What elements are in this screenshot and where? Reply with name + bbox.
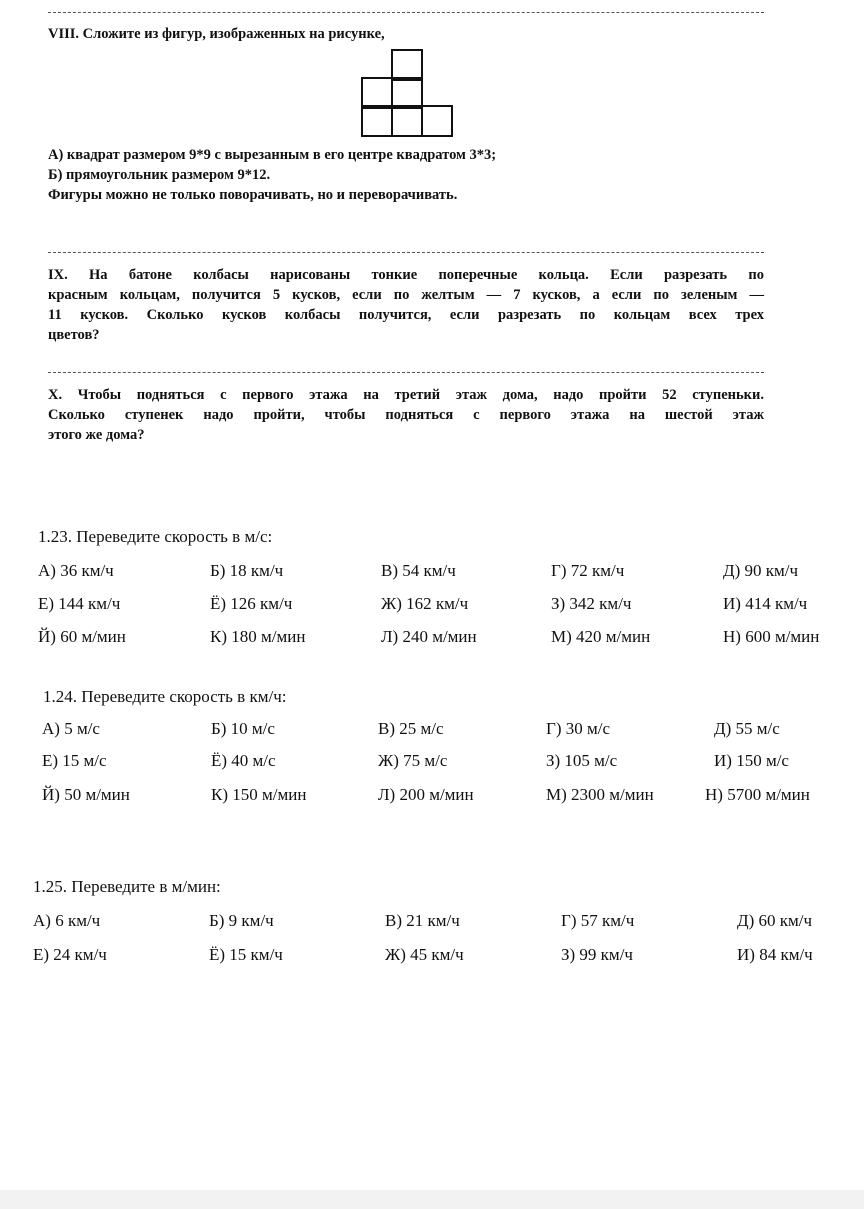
task-9-line-3: 11 кусков. Сколько кусков колбасы получится, если разрезать по кольцам всех трех [48,307,764,323]
list-item: Г) 30 м/с [546,719,611,738]
list-item: Е) 15 м/с [42,751,107,770]
separator-line [48,12,764,13]
exercise-1-24-row [0,751,864,775]
list-item: Ж) 45 км/ч [385,945,464,964]
exercise-1-23-row [0,594,864,618]
task-10-line-1: X. Чтобы подняться с первого этажа на третий этаж дома, надо пройти 52 ступеньки. [48,387,764,403]
list-item: И) 150 м/с [714,751,789,770]
exercise-1-23-row [0,627,864,651]
list-item: З) 105 м/с [546,751,618,770]
list-item: Д) 60 км/ч [737,911,813,930]
list-item: А) 5 м/с [42,719,100,738]
task-9-line-2: красным кольцам, получится 5 кусков, если по желтым — 7 кусков, а если по зеленым — [48,287,764,303]
task-9-line-1: IX. На батоне колбасы нарисованы тонкие поперечные кольца. Если разрезать по [48,267,764,283]
list-item: В) 25 м/с [378,719,444,738]
list-item: Л) 200 м/мин [378,785,474,804]
list-item: Е) 24 км/ч [33,945,107,964]
list-item: Й) 60 м/мин [38,627,126,646]
page-bottom-strip [0,1190,864,1209]
list-item: Г) 57 км/ч [561,911,635,930]
list-item: И) 84 км/ч [737,945,813,964]
task-9 [48,265,764,345]
exercise-1-24-heading: 1.24. Переведите скорость в км/ч: [43,687,287,706]
list-item: Д) 55 м/с [714,719,780,738]
task-8-title: VIII. Сложите из фигур, изображенных на рисунке, [48,26,385,42]
list-item: Ё) 126 км/ч [210,594,293,613]
exercise-1-25-heading: 1.25. Переведите в м/мин: [33,877,221,896]
list-item: Н) 5700 м/мин [705,785,810,804]
list-item: М) 420 м/мин [551,627,651,646]
list-item: Б) 9 км/ч [209,911,274,930]
separator-line [48,372,764,373]
list-item: З) 99 км/ч [561,945,633,964]
task-8-line-b: Б) прямоугольник размером 9*12. [48,167,271,183]
list-item: М) 2300 м/мин [546,785,654,804]
task-8-note: Фигуры можно не только поворачивать, но и переворачивать. [48,187,458,203]
exercise-1-24-row [0,719,864,743]
list-item: А) 36 км/ч [38,561,114,580]
list-item: Ж) 75 м/с [378,751,448,770]
list-item: Г) 72 км/ч [551,561,625,580]
list-item: И) 414 км/ч [723,594,808,613]
task-8-line-a: А) квадрат размером 9*9 с вырезанным в его центре квадратом 3*3; [48,147,497,163]
list-item: Д) 90 км/ч [723,561,799,580]
list-item: Е) 144 км/ч [38,594,121,613]
list-item: Й) 50 м/мин [42,785,130,804]
list-item: Н) 600 м/мин [723,627,820,646]
exercise-1-23-row [0,561,864,585]
list-item: К) 150 м/мин [211,785,307,804]
list-item: К) 180 м/мин [210,627,306,646]
task-10 [48,385,764,445]
list-item: А) 6 км/ч [33,911,101,930]
exercise-1-25-row [0,911,864,935]
task-10-line-3: этого же дома? [48,427,145,443]
exercise-1-24-row [0,785,864,809]
list-item: З) 342 км/ч [551,594,632,613]
list-item: В) 21 км/ч [385,911,460,930]
list-item: Б) 18 км/ч [210,561,284,580]
polyomino-figure [361,49,451,137]
list-item: Л) 240 м/мин [381,627,477,646]
task-8 [48,24,764,44]
task-8-body [48,145,764,205]
list-item: Ё) 40 м/с [211,751,276,770]
list-item: Б) 10 м/с [211,719,275,738]
list-item: Ж) 162 км/ч [381,594,469,613]
exercise-1-23-heading: 1.23. Переведите скорость в м/с: [38,527,273,546]
task-9-line-4: цветов? [48,327,100,343]
exercise-1-25-row [0,945,864,969]
separator-line [48,252,764,253]
list-item: В) 54 км/ч [381,561,456,580]
task-10-line-2: Сколько ступенек надо пройти, чтобы подняться с первого этажа на шестой этаж [48,407,764,423]
list-item: Ё) 15 км/ч [209,945,283,964]
